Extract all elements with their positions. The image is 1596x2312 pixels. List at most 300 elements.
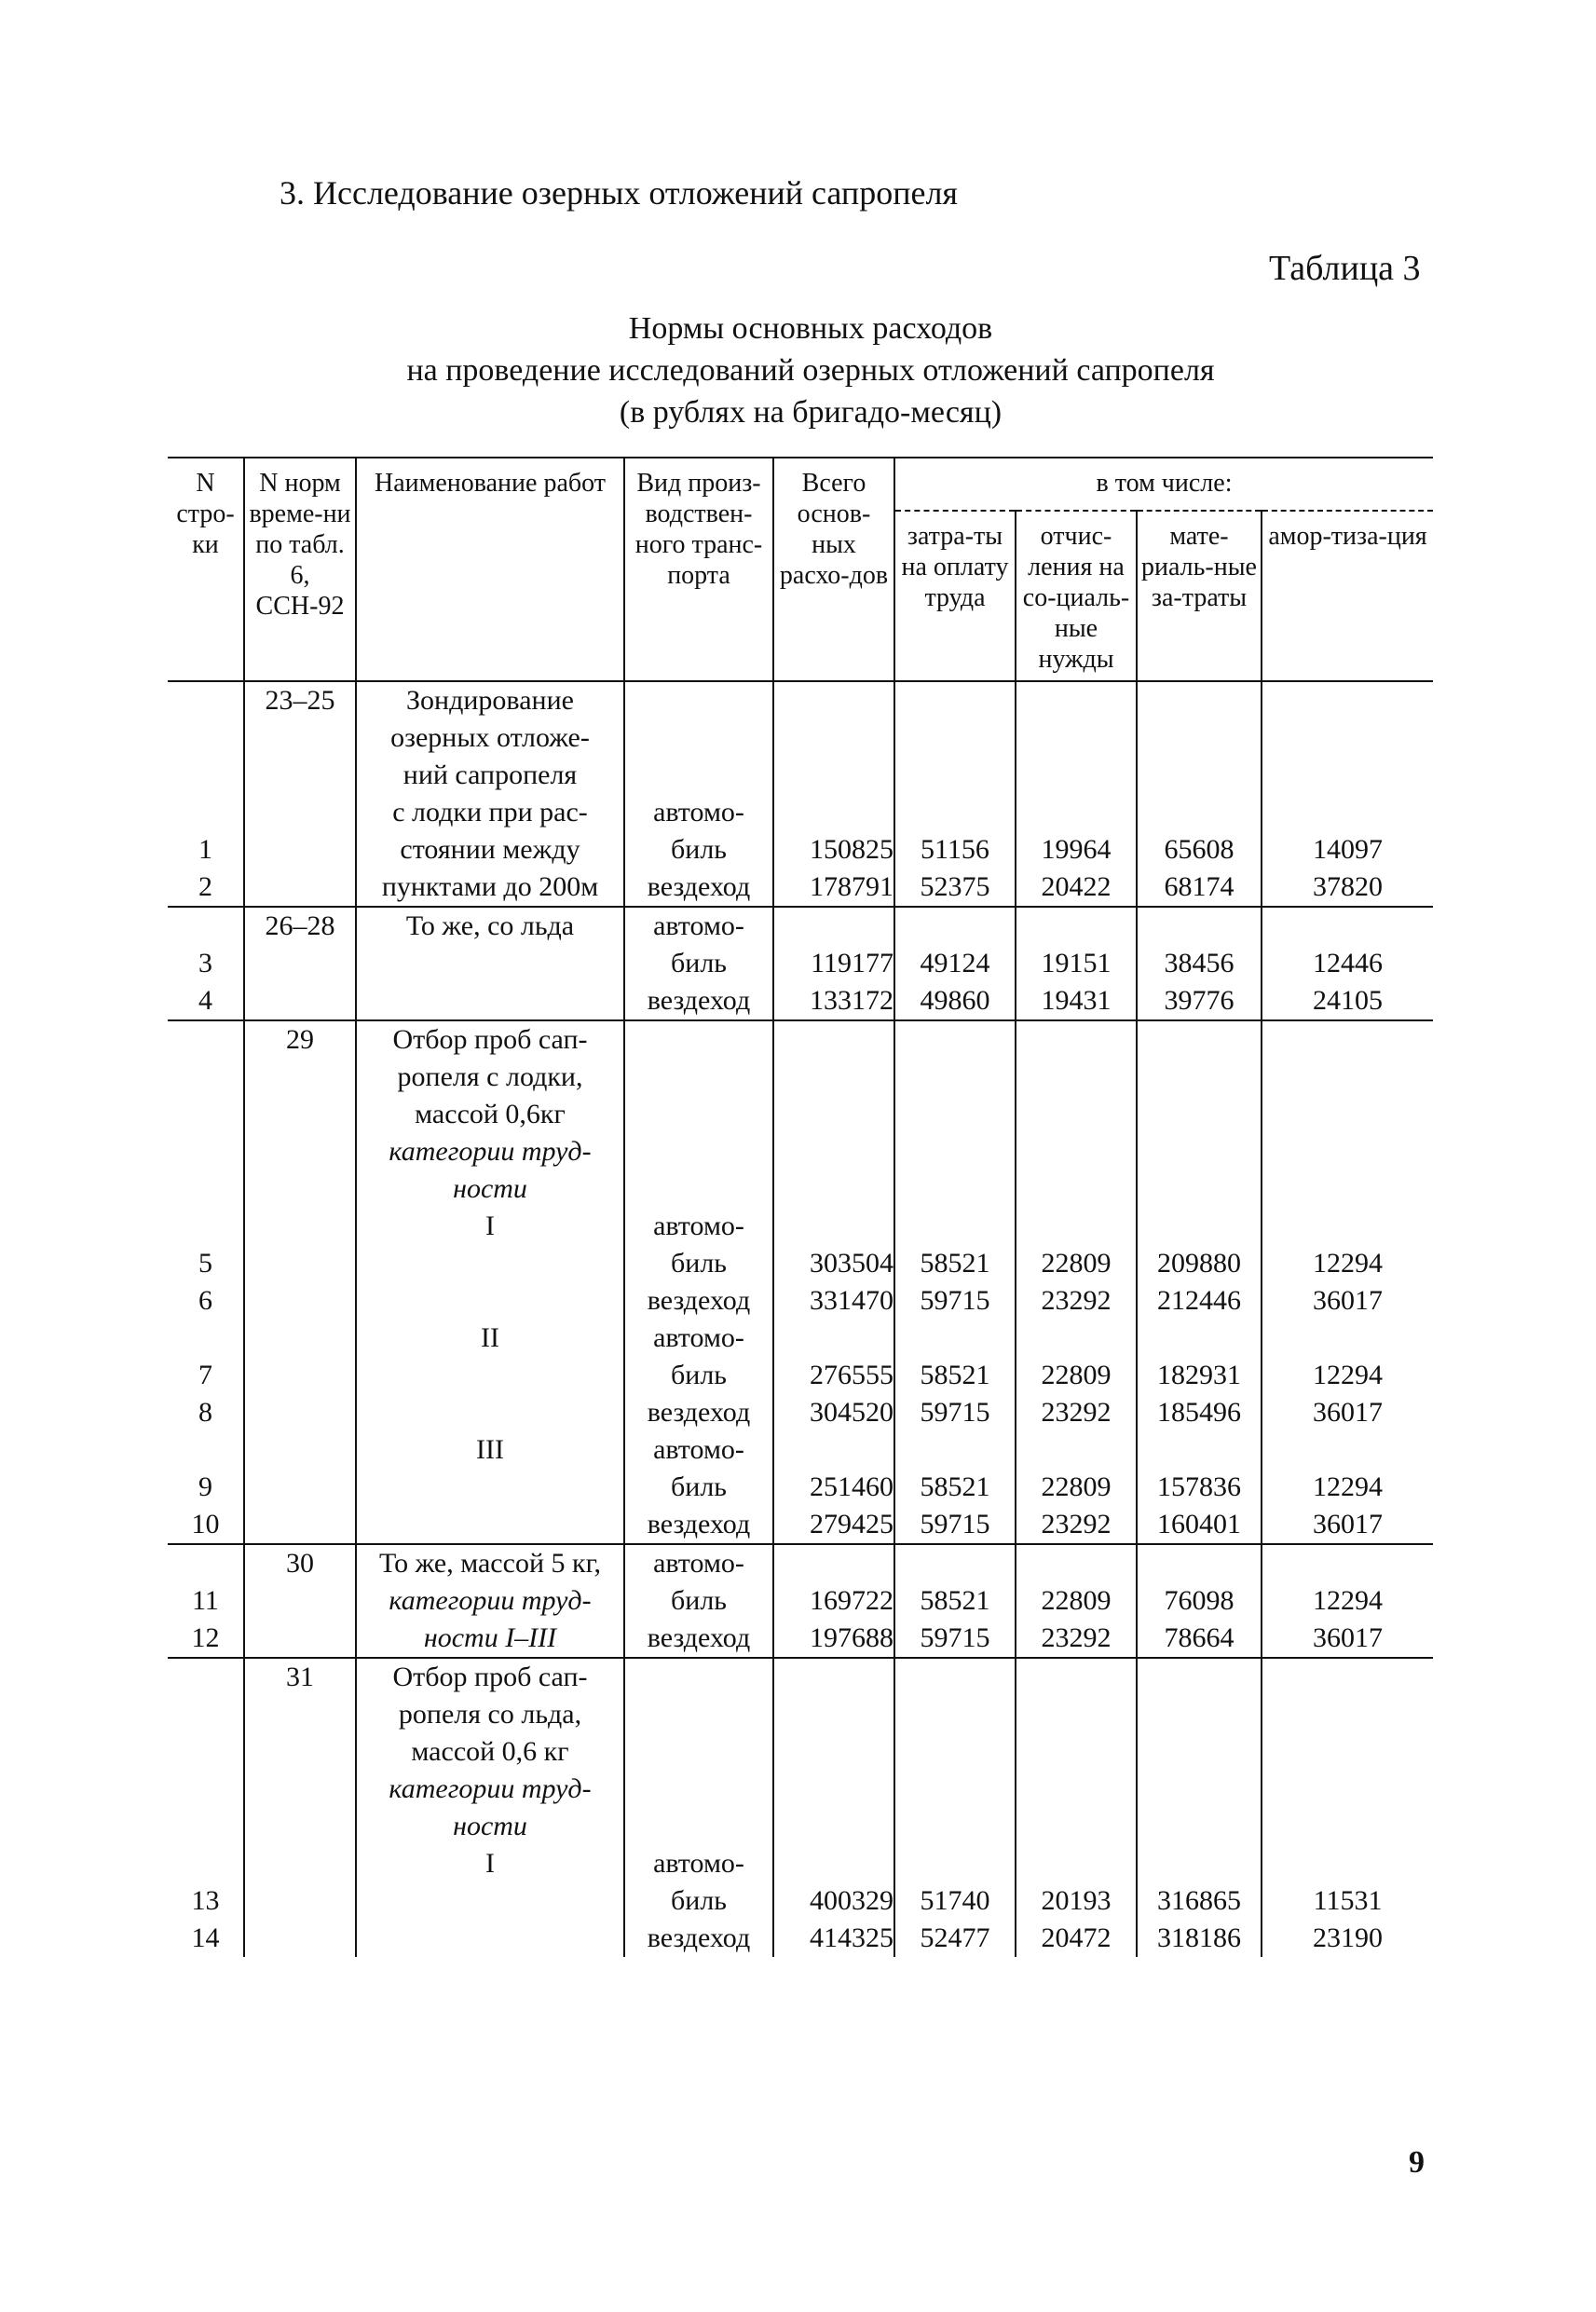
materials-cell: 39776 [1137, 982, 1262, 1020]
work-name-cell: категории труд- [356, 1582, 624, 1620]
table-row [168, 794, 1433, 831]
work-name-cell: категории труд- [356, 1771, 624, 1808]
labor-cell: 58521 [894, 1582, 1016, 1620]
materials-cell: 182931 [1137, 1357, 1262, 1394]
norm-code-cell: 30 [244, 1544, 356, 1582]
total-cell: 169722 [773, 1582, 894, 1620]
materials-cell: 209880 [1137, 1245, 1262, 1282]
amortization-cell [1262, 1059, 1433, 1096]
work-name-cell: с лодки при рас- [356, 794, 624, 831]
header-amortization: амор-тиза-ция [1262, 511, 1433, 681]
work-name-cell [356, 1920, 624, 1957]
social-cell: 19151 [1016, 945, 1137, 982]
labor-cell [894, 1544, 1016, 1582]
norm-code-cell [244, 719, 356, 757]
table-row [168, 1920, 1433, 1957]
total-cell [773, 1170, 894, 1208]
norm-code-cell [244, 1771, 356, 1808]
amortization-cell: 36017 [1262, 1282, 1433, 1320]
total-cell: 150825 [773, 831, 894, 869]
labor-cell: 49124 [894, 945, 1016, 982]
labor-cell: 51156 [894, 831, 1016, 869]
table-row [168, 1808, 1433, 1845]
row-number-cell [168, 1431, 244, 1469]
norm-code-cell [244, 1696, 356, 1733]
work-name-cell: ропеля с лодки, [356, 1059, 624, 1096]
norm-code-cell [244, 1582, 356, 1620]
transport-cell: автомо- [624, 1544, 773, 1582]
social-cell [1016, 1096, 1137, 1133]
materials-cell [1137, 1320, 1262, 1357]
header-row-number: N стро-ки [168, 458, 244, 681]
transport-cell: биль [624, 1469, 773, 1506]
amortization-cell: 12294 [1262, 1357, 1433, 1394]
social-cell: 20193 [1016, 1882, 1137, 1920]
transport-cell: биль [624, 1245, 773, 1282]
amortization-cell: 11531 [1262, 1882, 1433, 1920]
table-row [168, 757, 1433, 794]
transport-cell: автомо- [624, 907, 773, 945]
norm-code-cell [244, 1733, 356, 1771]
amortization-cell [1262, 1696, 1433, 1733]
transport-cell: вездеход [624, 1920, 773, 1957]
labor-cell [894, 1096, 1016, 1133]
total-cell: 331470 [773, 1282, 894, 1320]
row-number-cell [168, 1771, 244, 1808]
total-cell: 133172 [773, 982, 894, 1020]
social-cell: 22809 [1016, 1245, 1137, 1282]
transport-cell [624, 1059, 773, 1096]
social-cell [1016, 757, 1137, 794]
table-row [168, 831, 1433, 869]
header-including: в том числе: [894, 458, 1433, 511]
header-labor: затра-ты на оплату труда [894, 511, 1016, 681]
labor-cell: 59715 [894, 1620, 1016, 1658]
amortization-cell: 36017 [1262, 1506, 1433, 1544]
transport-cell: биль [624, 1582, 773, 1620]
total-cell [773, 1431, 894, 1469]
amortization-cell: 24105 [1262, 982, 1433, 1020]
row-number-cell [168, 1696, 244, 1733]
norm-code-cell [244, 982, 356, 1020]
norm-code-cell: 29 [244, 1020, 356, 1059]
materials-cell: 318186 [1137, 1920, 1262, 1957]
transport-cell: вездеход [624, 869, 773, 907]
amortization-cell [1262, 1133, 1433, 1170]
materials-cell [1137, 1544, 1262, 1582]
labor-cell [894, 1845, 1016, 1882]
amortization-cell: 12446 [1262, 945, 1433, 982]
work-name-cell [356, 982, 624, 1020]
transport-cell: автомо- [624, 1845, 773, 1882]
total-cell: 276555 [773, 1357, 894, 1394]
materials-cell [1137, 1133, 1262, 1170]
social-cell [1016, 1658, 1137, 1696]
row-number-cell [168, 681, 244, 719]
materials-cell [1137, 1170, 1262, 1208]
row-number-cell [168, 1133, 244, 1170]
amortization-cell [1262, 757, 1433, 794]
labor-cell [894, 719, 1016, 757]
social-cell [1016, 1170, 1137, 1208]
materials-cell [1137, 794, 1262, 831]
labor-cell [894, 1808, 1016, 1845]
total-cell: 414325 [773, 1920, 894, 1957]
labor-cell [894, 794, 1016, 831]
transport-cell: вездеход [624, 1394, 773, 1431]
total-cell [773, 1544, 894, 1582]
table-row [168, 1431, 1433, 1469]
row-number-cell: 11 [168, 1582, 244, 1620]
transport-cell: автомо- [624, 1320, 773, 1357]
work-name-cell: ности [356, 1170, 624, 1208]
total-cell [773, 1808, 894, 1845]
work-name-cell: ности I–III [356, 1620, 624, 1658]
norm-code-cell [244, 1808, 356, 1845]
labor-cell: 52375 [894, 869, 1016, 907]
table-title-line: (в рублях на бригадо-месяц) [619, 395, 1003, 430]
row-number-cell: 1 [168, 831, 244, 869]
amortization-cell: 37820 [1262, 869, 1433, 907]
work-name-cell: III [356, 1431, 624, 1469]
materials-cell [1137, 1733, 1262, 1771]
materials-cell [1137, 1020, 1262, 1059]
amortization-cell [1262, 794, 1433, 831]
social-cell [1016, 681, 1137, 719]
row-number-cell [168, 1658, 244, 1696]
labor-cell [894, 757, 1016, 794]
amortization-cell [1262, 1320, 1433, 1357]
materials-cell: 68174 [1137, 869, 1262, 907]
row-number-cell [168, 1845, 244, 1882]
amortization-cell: 12294 [1262, 1245, 1433, 1282]
transport-cell: автомо- [624, 1431, 773, 1469]
materials-cell [1137, 757, 1262, 794]
header-work-name: Наименование работ [356, 458, 624, 681]
social-cell: 22809 [1016, 1469, 1137, 1506]
amortization-cell [1262, 907, 1433, 945]
work-name-cell: То же, со льда [356, 907, 624, 945]
materials-cell [1137, 1808, 1262, 1845]
row-number-cell [168, 1020, 244, 1059]
table-row [168, 869, 1433, 907]
total-cell [773, 907, 894, 945]
row-number-cell [168, 757, 244, 794]
materials-cell [1137, 1658, 1262, 1696]
amortization-cell: 14097 [1262, 831, 1433, 869]
row-number-cell: 14 [168, 1920, 244, 1957]
amortization-cell: 36017 [1262, 1620, 1433, 1658]
social-cell: 19964 [1016, 831, 1137, 869]
total-cell: 251460 [773, 1469, 894, 1506]
norm-code-cell [244, 1059, 356, 1096]
row-number-cell: 6 [168, 1282, 244, 1320]
transport-cell [624, 1096, 773, 1133]
social-cell [1016, 1208, 1137, 1245]
table-row [168, 719, 1433, 757]
row-number-cell: 10 [168, 1506, 244, 1544]
labor-cell [894, 1020, 1016, 1059]
norm-code-cell [244, 945, 356, 982]
norm-code-cell [244, 1620, 356, 1658]
work-name-cell: озерных отложе- [356, 719, 624, 757]
norm-code-cell [244, 1845, 356, 1882]
table-row [168, 1245, 1433, 1282]
header-transport: Вид произ-водствен-ного транс-порта [624, 458, 773, 681]
row-number-cell: 5 [168, 1245, 244, 1282]
amortization-cell [1262, 1733, 1433, 1771]
row-number-cell: 7 [168, 1357, 244, 1394]
social-cell: 23292 [1016, 1282, 1137, 1320]
work-name-cell: пунктами до 200м [356, 869, 624, 907]
work-name-cell [356, 1882, 624, 1920]
total-cell: 197688 [773, 1620, 894, 1658]
total-cell: 304520 [773, 1394, 894, 1431]
labor-cell [894, 907, 1016, 945]
norm-code-cell [244, 794, 356, 831]
amortization-cell: 23190 [1262, 1920, 1433, 1957]
materials-cell [1137, 907, 1262, 945]
labor-cell [894, 1431, 1016, 1469]
labor-cell: 51740 [894, 1882, 1016, 1920]
table-row [168, 945, 1433, 982]
transport-cell [624, 1733, 773, 1771]
social-cell: 20472 [1016, 1920, 1137, 1957]
materials-cell: 65608 [1137, 831, 1262, 869]
total-cell: 303504 [773, 1245, 894, 1282]
row-number-cell: 12 [168, 1620, 244, 1658]
total-cell [773, 681, 894, 719]
labor-cell [894, 1320, 1016, 1357]
norm-code-cell [244, 1431, 356, 1469]
norm-code-cell: 31 [244, 1658, 356, 1696]
work-name-cell: I [356, 1208, 624, 1245]
social-cell: 20422 [1016, 869, 1137, 907]
transport-cell [624, 1658, 773, 1696]
total-cell [773, 1208, 894, 1245]
transport-cell [624, 1020, 773, 1059]
labor-cell: 59715 [894, 1282, 1016, 1320]
social-cell: 23292 [1016, 1506, 1137, 1544]
table-row [168, 1208, 1433, 1245]
table-row [168, 1544, 1433, 1582]
transport-cell [624, 681, 773, 719]
labor-cell: 58521 [894, 1469, 1016, 1506]
work-name-cell [356, 1506, 624, 1544]
materials-cell: 316865 [1137, 1882, 1262, 1920]
norm-code-cell [244, 1920, 356, 1957]
row-number-cell [168, 907, 244, 945]
social-cell [1016, 1431, 1137, 1469]
total-cell [773, 1771, 894, 1808]
transport-cell: вездеход [624, 1506, 773, 1544]
norm-code-cell [244, 1170, 356, 1208]
norm-code-cell [244, 757, 356, 794]
social-cell [1016, 1544, 1137, 1582]
table-header [168, 458, 1433, 681]
work-name-cell [356, 1469, 624, 1506]
transport-cell: биль [624, 945, 773, 982]
work-name-cell [356, 1282, 624, 1320]
table-row [168, 1771, 1433, 1808]
table-row [168, 1620, 1433, 1658]
table-row [168, 1320, 1433, 1357]
labor-cell [894, 681, 1016, 719]
social-cell [1016, 1733, 1137, 1771]
transport-cell [624, 1771, 773, 1808]
materials-cell [1137, 1208, 1262, 1245]
labor-cell [894, 1733, 1016, 1771]
amortization-cell [1262, 681, 1433, 719]
materials-cell [1137, 1059, 1262, 1096]
social-cell [1016, 1771, 1137, 1808]
social-cell: 22809 [1016, 1357, 1137, 1394]
amortization-cell [1262, 1658, 1433, 1696]
amortization-cell [1262, 1431, 1433, 1469]
transport-cell [624, 1808, 773, 1845]
row-number-cell: 2 [168, 869, 244, 907]
total-cell [773, 1696, 894, 1733]
materials-cell [1137, 681, 1262, 719]
work-name-cell [356, 1394, 624, 1431]
norm-code-cell [244, 1506, 356, 1544]
row-number-cell [168, 1808, 244, 1845]
table-row [168, 1696, 1433, 1733]
table-row [168, 1845, 1433, 1882]
row-number-cell [168, 1320, 244, 1357]
materials-cell: 78664 [1137, 1620, 1262, 1658]
transport-cell: автомо- [624, 794, 773, 831]
table-row [168, 1020, 1433, 1059]
header-social: отчис-ления на со-циаль-ные нужды [1016, 511, 1137, 681]
social-cell [1016, 794, 1137, 831]
norm-code-cell [244, 1096, 356, 1133]
work-name-cell [356, 945, 624, 982]
norm-code-cell [244, 869, 356, 907]
row-number-cell: 8 [168, 1394, 244, 1431]
table-row [168, 982, 1433, 1020]
table-row [168, 681, 1433, 719]
labor-cell [894, 1696, 1016, 1733]
amortization-cell [1262, 719, 1433, 757]
table-row [168, 1170, 1433, 1208]
row-number-cell [168, 1059, 244, 1096]
row-number-cell [168, 1208, 244, 1245]
social-cell [1016, 1696, 1137, 1733]
norm-code-cell [244, 831, 356, 869]
row-number-cell [168, 1733, 244, 1771]
materials-cell: 212446 [1137, 1282, 1262, 1320]
amortization-cell [1262, 1544, 1433, 1582]
transport-cell: автомо- [624, 1208, 773, 1245]
transport-cell [624, 1170, 773, 1208]
labor-cell: 58521 [894, 1357, 1016, 1394]
materials-cell [1137, 1096, 1262, 1133]
row-number-cell [168, 719, 244, 757]
work-name-cell: То же, массой 5 кг, [356, 1544, 624, 1582]
row-number-cell: 3 [168, 945, 244, 982]
total-cell [773, 1733, 894, 1771]
row-number-cell [168, 1544, 244, 1582]
amortization-cell [1262, 1020, 1433, 1059]
social-cell: 23292 [1016, 1620, 1137, 1658]
table-title [205, 308, 1416, 433]
amortization-cell: 12294 [1262, 1469, 1433, 1506]
labor-cell [894, 1658, 1016, 1696]
amortization-cell [1262, 1771, 1433, 1808]
work-name-cell: II [356, 1320, 624, 1357]
header-materials: мате-риаль-ные за-траты [1137, 511, 1262, 681]
labor-cell [894, 1133, 1016, 1170]
row-number-cell [168, 1096, 244, 1133]
amortization-cell [1262, 1845, 1433, 1882]
norm-code-cell: 23–25 [244, 681, 356, 719]
table-row [168, 907, 1433, 945]
work-name-cell [356, 1245, 624, 1282]
labor-cell [894, 1059, 1016, 1096]
row-number-cell [168, 1170, 244, 1208]
table-body [168, 681, 1433, 1957]
section-heading: 3. Исследование озерных отложений сапропеля [280, 174, 958, 212]
table-row [168, 1133, 1433, 1170]
norm-code-cell [244, 1357, 356, 1394]
work-name-cell: Отбор проб сап- [356, 1020, 624, 1059]
transport-cell [624, 1696, 773, 1733]
social-cell [1016, 1059, 1137, 1096]
total-cell: 279425 [773, 1506, 894, 1544]
amortization-cell [1262, 1096, 1433, 1133]
total-cell [773, 1096, 894, 1133]
total-cell [773, 794, 894, 831]
materials-cell [1137, 719, 1262, 757]
amortization-cell: 36017 [1262, 1394, 1433, 1431]
table-row [168, 1357, 1433, 1394]
transport-cell [624, 719, 773, 757]
total-cell [773, 719, 894, 757]
table-label: Таблица 3 [1269, 249, 1421, 288]
amortization-cell: 12294 [1262, 1582, 1433, 1620]
total-cell [773, 1845, 894, 1882]
social-cell: 19431 [1016, 982, 1137, 1020]
transport-cell: вездеход [624, 982, 773, 1020]
total-cell [773, 1320, 894, 1357]
table-row [168, 1882, 1433, 1920]
table-row [168, 1582, 1433, 1620]
labor-cell [894, 1170, 1016, 1208]
table-row [168, 1282, 1433, 1320]
materials-cell [1137, 1845, 1262, 1882]
total-cell: 178791 [773, 869, 894, 907]
norm-code-cell: 26–28 [244, 907, 356, 945]
table-row [168, 1469, 1433, 1506]
table-row [168, 1658, 1433, 1696]
norm-code-cell [244, 1133, 356, 1170]
labor-cell: 59715 [894, 1394, 1016, 1431]
work-name-cell [356, 1357, 624, 1394]
work-name-cell: Отбор проб сап- [356, 1658, 624, 1696]
social-cell: 22809 [1016, 1582, 1137, 1620]
social-cell [1016, 1845, 1137, 1882]
transport-cell: биль [624, 831, 773, 869]
social-cell [1016, 907, 1137, 945]
work-name-cell: массой 0,6кг [356, 1096, 624, 1133]
transport-cell [624, 757, 773, 794]
norm-code-cell [244, 1882, 356, 1920]
amortization-cell [1262, 1208, 1433, 1245]
page-number: 9 [1409, 2145, 1425, 2180]
norm-code-cell [244, 1394, 356, 1431]
table-row [168, 1506, 1433, 1544]
